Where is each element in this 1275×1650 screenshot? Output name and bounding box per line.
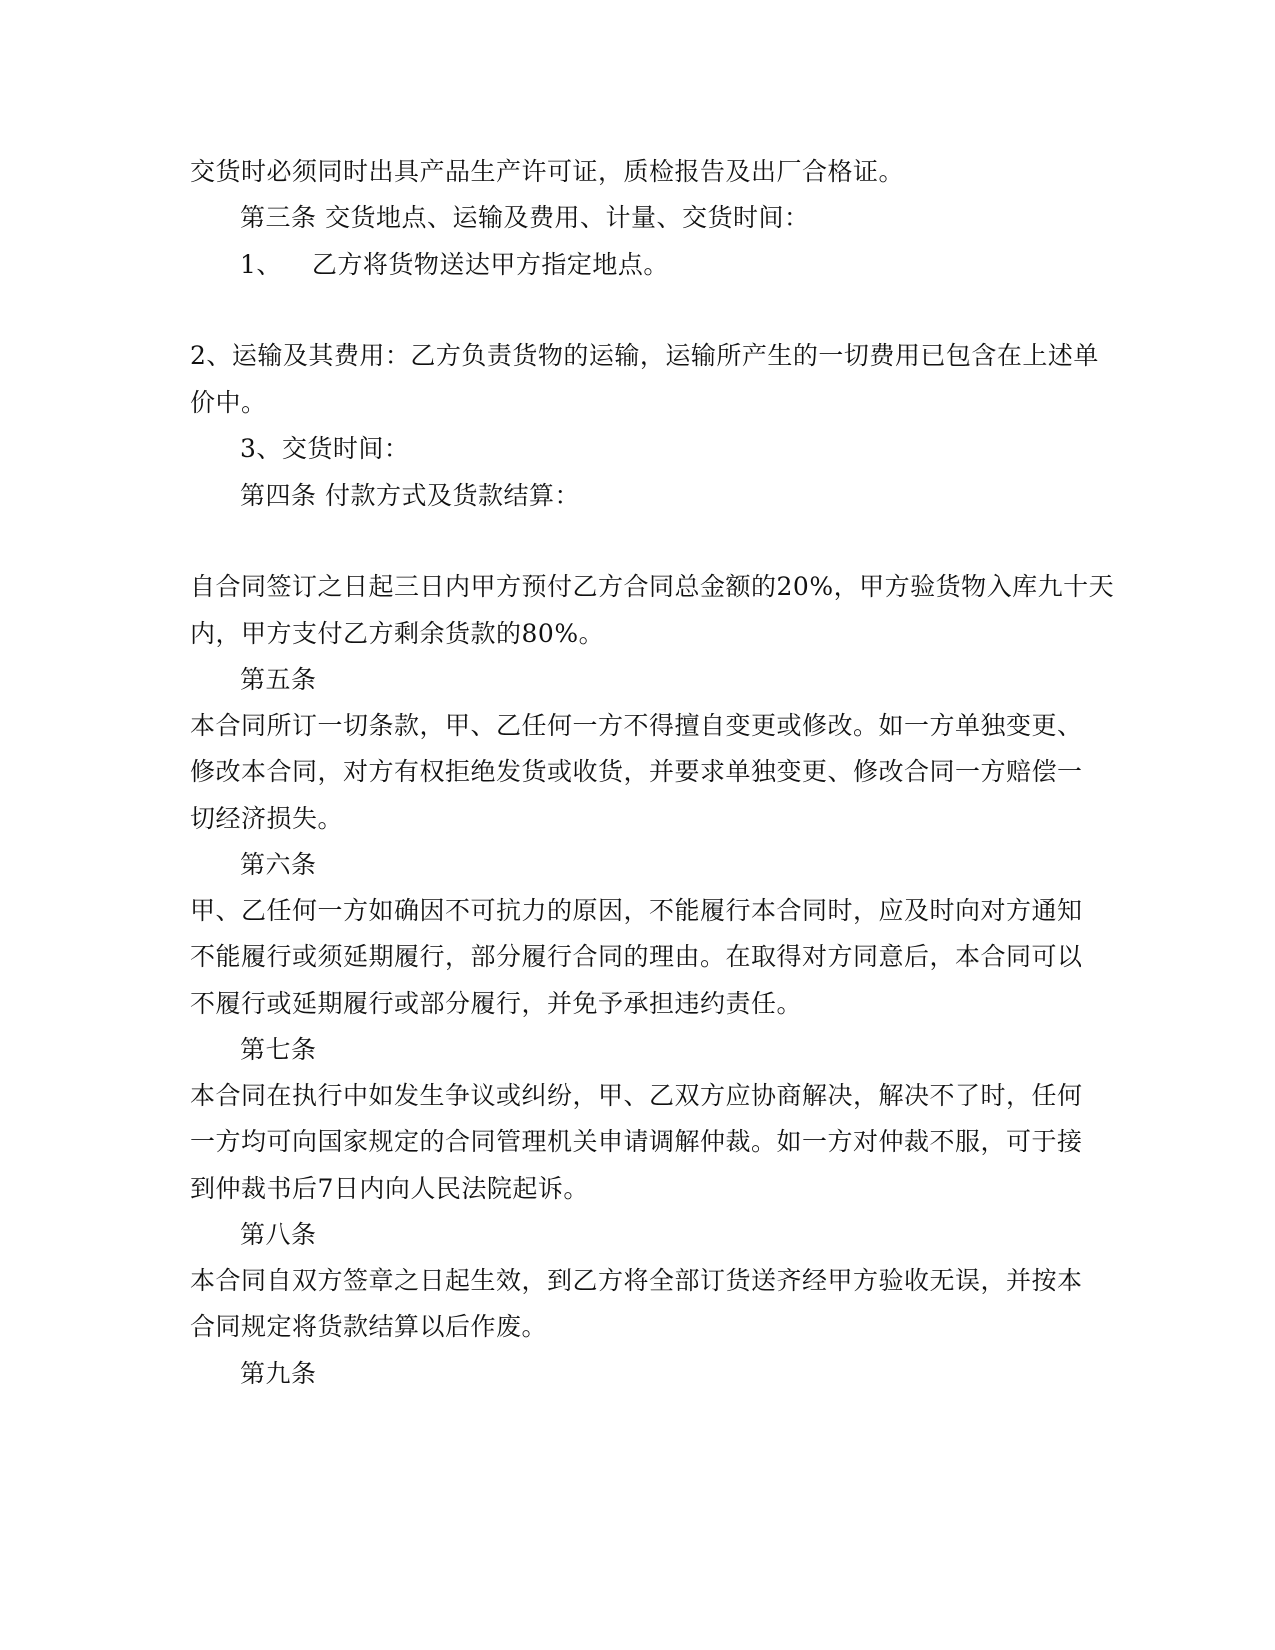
text-line: 自合同签订之日起三日内甲方预付乙方合同总金额的20%，甲方验货物入库九十天: [190, 572, 1115, 601]
text-line: 本合同自双方签章之日起生效，到乙方将全部订货送齐经甲方验收无误，并按本: [190, 1266, 1083, 1295]
article-heading: 第四条 付款方式及货款结算：: [240, 481, 580, 510]
text-line: 甲、乙任何一方如确因不可抗力的原因，不能履行本合同时，应及时向对方通知: [190, 896, 1083, 925]
text-line: 修改本合同，对方有权拒绝发货或收货，并要求单独变更、修改合同一方赔偿一: [190, 757, 1083, 786]
article-heading: 第九条: [240, 1359, 317, 1388]
list-number: 1、: [240, 250, 282, 279]
text-line: 交货时必须同时出具产品生产许可证，质检报告及出厂合格证。: [190, 157, 905, 186]
list-item: [240, 250, 1140, 280]
list-text: 乙方将货物送达甲方指定地点。: [311, 250, 669, 279]
text-line: 一方均可向国家规定的合同管理机关申请调解仲裁。如一方对仲裁不服，可于接: [190, 1127, 1083, 1156]
article-heading: 第五条: [240, 665, 317, 694]
text-line: 切经济损失。: [190, 804, 344, 833]
text-line: 本合同在执行中如发生争议或纠纷，甲、乙双方应协商解决，解决不了时，任何: [190, 1081, 1083, 1110]
text-line: 不能履行或须延期履行，部分履行合同的理由。在取得对方同意后，本合同可以: [190, 942, 1083, 971]
article-heading: 第八条: [240, 1220, 317, 1249]
text-line: 不履行或延期履行或部分履行，并免予承担违约责任。: [190, 989, 803, 1018]
article-heading: 第七条: [240, 1035, 317, 1064]
text-line: 合同规定将货款结算以后作废。: [190, 1312, 548, 1341]
article-heading: 第六条: [240, 850, 317, 879]
text-line: 本合同所订一切条款，甲、乙任何一方不得擅自变更或修改。如一方单独变更、: [190, 711, 1083, 740]
text-line: 2、运输及其费用：乙方负责货物的运输，运输所产生的一切费用已包含在上述单: [190, 341, 1099, 370]
text-line: 到仲裁书后7日内向人民法院起诉。: [190, 1174, 589, 1203]
list-item: 3、交货时间：: [240, 434, 410, 463]
text-line: 内，甲方支付乙方剩余货款的80%。: [190, 619, 605, 648]
article-heading: 第三条 交货地点、运输及费用、计量、交货时间：: [240, 203, 810, 232]
text-line: 价中。: [190, 388, 267, 417]
